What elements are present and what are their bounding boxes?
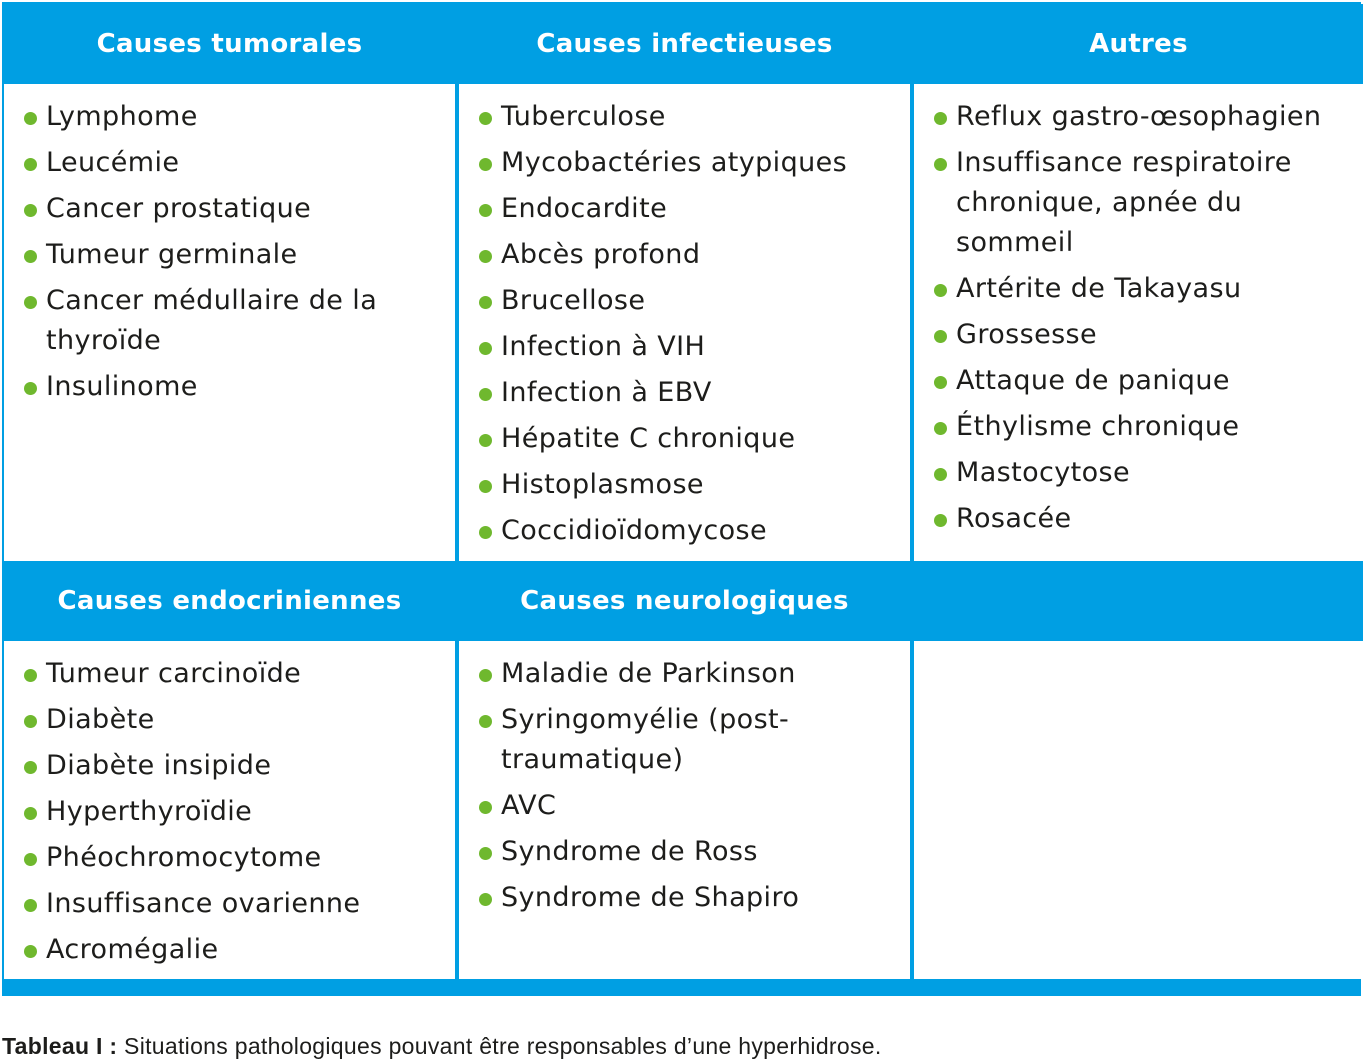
pathology-table [2,2,1361,996]
bullet-list [932,97,1363,539]
header-autres: Autres [914,4,1363,84]
list-item [477,654,910,694]
bullet-dot-icon [479,388,492,401]
list-item [477,189,910,229]
list-item-label: Hyperthyroïdie [46,796,253,827]
bullet-dot-icon [479,480,492,493]
list-item-label: Syndrome de Ross [501,836,758,867]
bullet-dot-icon [479,296,492,309]
list-item [477,511,910,551]
list-item-label: Syndrome de Shapiro [501,882,800,913]
list-item [22,654,455,694]
list-item-label: Cancer médullaire de la thyroïde [46,285,378,356]
list-item [477,97,910,137]
caption-label: Tableau I : [2,1033,118,1059]
list-item [932,315,1363,355]
cell-tumorales [4,84,455,561]
bullet-dot-icon [24,669,37,682]
list-item [477,373,910,413]
cell-neurologiques [459,641,910,979]
list-item-label: Tuberculose [501,101,666,132]
list-item [477,281,910,321]
bullet-dot-icon [24,296,37,309]
bullet-list [22,654,455,970]
bullet-list [477,654,910,918]
list-item-label: Syringomyélie (post-traumatique) [501,704,790,775]
list-item-label: Tumeur germinale [46,239,298,270]
list-item-label: Infection à EBV [501,377,712,408]
bullet-dot-icon [24,853,37,866]
bullet-dot-icon [479,204,492,217]
bullet-dot-icon [24,158,37,171]
list-item-label: Grossesse [956,319,1098,350]
bullet-dot-icon [934,422,947,435]
list-item [22,700,455,740]
bullet-dot-icon [479,669,492,682]
list-item-label: Diabète [46,704,155,735]
cell-endocriniennes [4,641,455,979]
list-item [932,453,1363,493]
bullet-dot-icon [934,284,947,297]
cell-autres [914,84,1363,561]
list-item [477,327,910,367]
list-item-label: Reflux gastro-œsophagien [956,101,1322,132]
list-item [477,786,910,826]
bullet-dot-icon [479,893,492,906]
list-item [22,930,455,970]
list-item-label: Endocardite [501,193,668,224]
list-item [22,189,455,229]
list-item-label: Acromégalie [46,934,219,965]
bullet-dot-icon [24,945,37,958]
list-item [477,465,910,505]
bullet-dot-icon [479,342,492,355]
list-item [22,367,455,407]
list-item-label: Phéochromocytome [46,842,322,873]
list-item [932,499,1363,539]
bullet-list [477,97,910,551]
list-item [22,792,455,832]
table-caption [2,1030,882,1062]
caption-text: Situations pathologiques pouvant être responsables d’une hyperhidrose. [124,1033,882,1059]
list-item-label: Lymphome [46,101,198,132]
bullet-dot-icon [24,715,37,728]
header-neurologiques: Causes neurologiques [459,561,910,641]
bullet-dot-icon [934,330,947,343]
list-item-label: Histoplasmose [501,469,704,500]
list-item [22,143,455,183]
list-item [932,407,1363,447]
bullet-dot-icon [934,376,947,389]
bullet-dot-icon [24,250,37,263]
list-item [477,419,910,459]
list-item-label: Cancer prostatique [46,193,312,224]
bullet-dot-icon [479,801,492,814]
list-item-label: Abcès profond [501,239,701,270]
list-item-label: Artérite de Takayasu [956,273,1242,304]
list-item [22,838,455,878]
list-item-label: AVC [501,790,557,821]
list-item [22,884,455,924]
cell-infectieuses [459,84,910,561]
list-item [477,235,910,275]
list-item-label: Coccidioïdomycose [501,515,768,546]
list-item [22,746,455,786]
list-item [22,97,455,137]
list-item [22,281,455,361]
list-item [477,832,910,872]
list-item-label: Insuffisance ovarienne [46,888,361,919]
list-item [477,700,910,780]
bullet-dot-icon [24,899,37,912]
bullet-dot-icon [479,526,492,539]
bullet-dot-icon [479,112,492,125]
bullet-dot-icon [479,434,492,447]
list-item-label: Leucémie [46,147,180,178]
list-item-label: Tumeur carcinoïde [46,658,302,689]
bullet-dot-icon [934,112,947,125]
header-tumorales: Causes tumorales [4,4,455,84]
list-item-label: Mastocytose [956,457,1131,488]
bullet-dot-icon [24,112,37,125]
list-item-label: Infection à VIH [501,331,706,362]
bullet-dot-icon [24,382,37,395]
list-item [932,361,1363,401]
list-item-label: Attaque de panique [956,365,1230,396]
list-item-label: Brucellose [501,285,646,316]
header-infectieuses: Causes infectieuses [459,4,910,84]
list-item [932,97,1363,137]
bullet-dot-icon [479,250,492,263]
list-item-label: Rosacée [956,503,1072,534]
header-empty [914,561,1363,641]
header-endocriniennes: Causes endocriniennes [4,561,455,641]
bullet-dot-icon [934,468,947,481]
list-item [477,878,910,918]
bullet-list [22,97,455,407]
list-item [932,143,1363,263]
bullet-dot-icon [479,715,492,728]
list-item-label: Insulinome [46,371,198,402]
cell-empty [914,641,1363,979]
bullet-dot-icon [479,158,492,171]
bullet-dot-icon [24,204,37,217]
bullet-dot-icon [934,158,947,171]
list-item-label: Diabète insipide [46,750,272,781]
list-item-label: Éthylisme chronique [956,411,1240,442]
bullet-dot-icon [934,514,947,527]
list-item-label: Hépatite C chronique [501,423,796,454]
list-item [932,269,1363,309]
bullet-dot-icon [479,847,492,860]
list-item-label: Insuffisance respiratoire chronique, apnée du sommeil [956,147,1292,258]
list-item-label: Mycobactéries atypiques [501,147,848,178]
list-item-label: Maladie de Parkinson [501,658,796,689]
bullet-dot-icon [24,761,37,774]
list-item [477,143,910,183]
bullet-dot-icon [24,807,37,820]
list-item [22,235,455,275]
